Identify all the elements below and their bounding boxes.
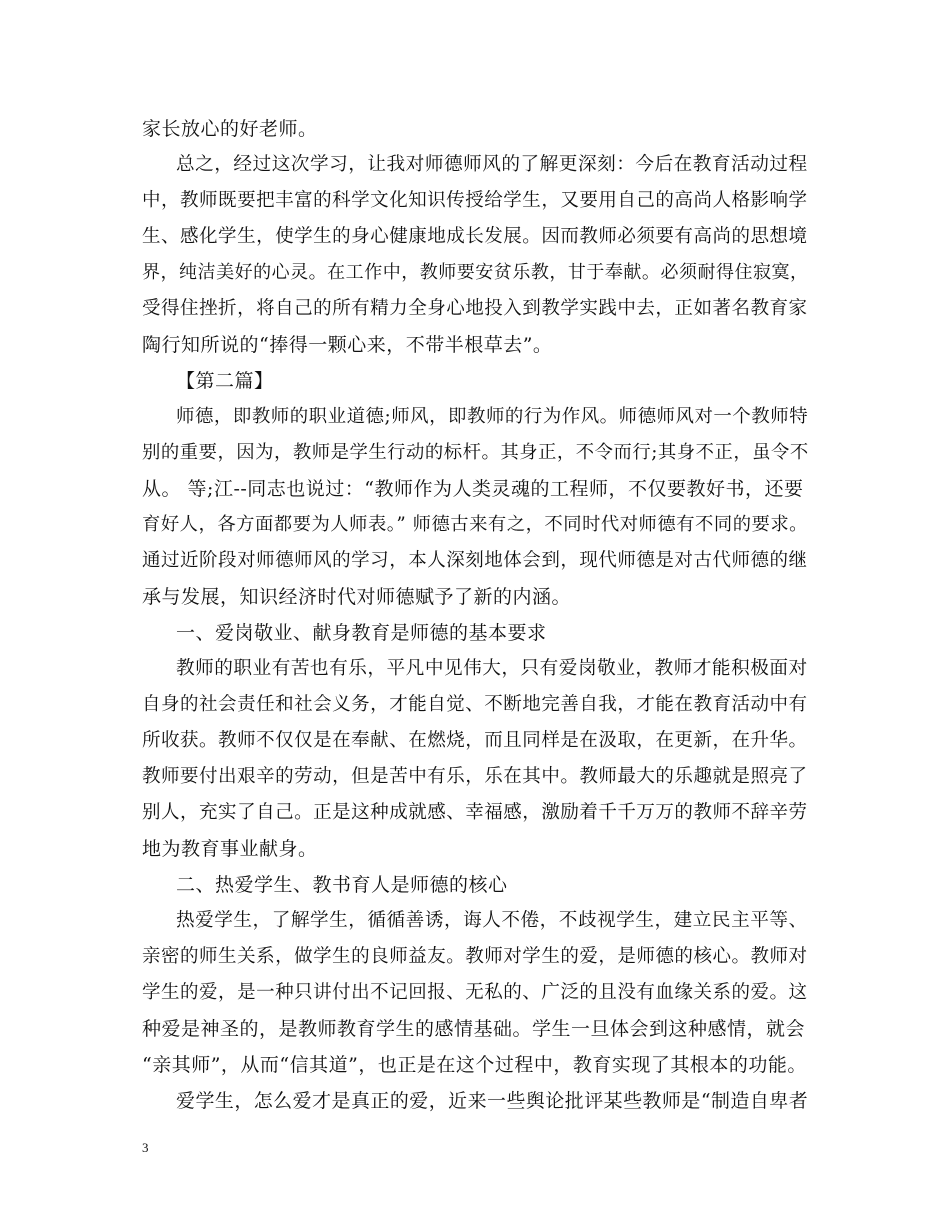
- text-line: 学生的爱，是一种只讲付出不记回报、无私的、广泛的且没有血缘关系的爱。这: [142, 982, 808, 1003]
- text-line: 陶行知所说的“捧得一颗心来，不带半根草去”。: [142, 334, 553, 356]
- text-line: 总之，经过这次学习，让我对师德师风的了解更深刻：今后在教育活动过程: [176, 154, 808, 175]
- text-line: 地为教育事业献身。: [142, 838, 318, 860]
- text-line: 所收获。教师不仅仅是在奉献、在燃烧，而且同样是在汲取，在更新，在升华。: [142, 730, 808, 751]
- text-line: 育好人，各方面都要为人师表。” 师德古来有之，不同时代对师德有不同的要求。: [142, 514, 809, 535]
- text-line: 种爱是神圣的，是教师教育学生的感情基础。学生一旦体会到这种感情，就会: [142, 1018, 806, 1040]
- text-line: 师德，即教师的职业道德;师风，即教师的行为作风。师德师风对一个教师特: [176, 406, 809, 427]
- text-line: 通过近阶段对师德师风的学习，本人深刻地体会到，现代师德是对古代师德的继: [142, 550, 808, 571]
- subsection-heading: 一、爱岗敬业、献身教育是师德的基本要求: [176, 622, 547, 644]
- text-line: 热爱学生，了解学生，循循善诱，诲人不倦，不歧视学生，建立民主平等、: [176, 910, 808, 931]
- text-line: 受得住挫折，将自己的所有精力全身心地投入到教学实践中去，正如著名教育家: [142, 298, 808, 319]
- text-line: 别的重要，因为，教师是学生行动的标杆。其身正，不令而行;其身不正，虽令不: [142, 442, 809, 463]
- text-line: 教师要付出艰辛的劳动，但是苦中有乐，乐在其中。教师最大的乐趣就是照亮了: [142, 766, 808, 787]
- text-line: 家长放心的好老师。: [142, 118, 318, 140]
- section-heading: 【第二篇】: [176, 370, 274, 392]
- text-line: 生、感化学生，使学生的身心健康地成长发展。因而教师必须要有高尚的思想境: [142, 226, 808, 247]
- text-line: 别人，充实了自己。正是这种成就感、幸福感，激励着千千万万的教师不辞辛劳: [142, 802, 808, 823]
- text-line: 从。 等;江--同志也说过：“教师作为人类灵魂的工程师，不仅要教好书，还要: [142, 478, 804, 500]
- subsection-heading: 二、热爱学生、教书育人是师德的核心: [176, 874, 508, 896]
- page-number: 3: [142, 1140, 149, 1155]
- text-line: 中，教师既要把丰富的科学文化知识传授给学生，又要用自己的高尚人格影响学: [142, 190, 808, 211]
- text-line: 界，纯洁美好的心灵。在工作中，教师要安贫乐教，甘于奉献。必须耐得住寂寞，: [142, 262, 809, 283]
- text-line: 自身的社会责任和社会义务，才能自觉、不断地完善自我，才能在教育活动中有: [142, 694, 808, 715]
- text-line: 承与发展，知识经济时代对师德赋予了新的内涵。: [142, 586, 572, 608]
- text-line: “亲其师”，从而“信其道”，也正是在这个过程中，教育实现了其根本的功能。: [142, 1054, 807, 1076]
- text-line: 爱学生，怎么爱才是真正的爱，近来一些舆论批评某些教师是“制造自卑者: [176, 1090, 809, 1112]
- text-line: 教师的职业有苦也有乐，平凡中见伟大，只有爱岗敬业，教师才能积极面对: [176, 658, 808, 679]
- text-line: 亲密的师生关系，做学生的良师益友。教师对学生的爱，是师德的核心。教师对: [142, 946, 808, 967]
